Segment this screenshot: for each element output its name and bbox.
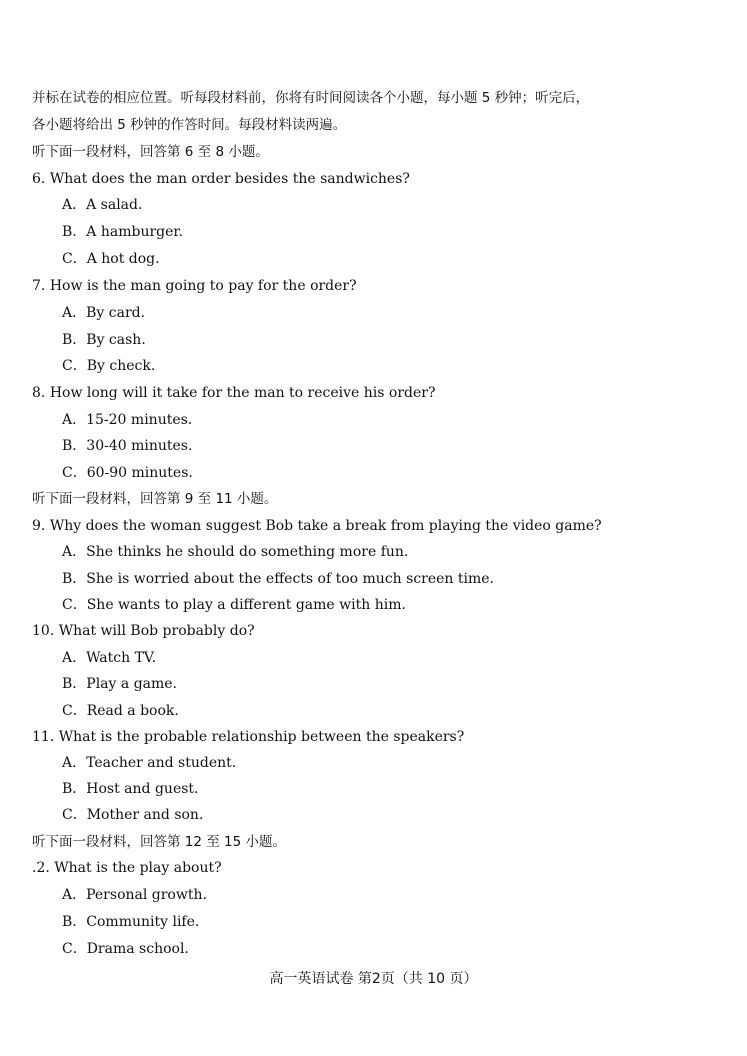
question-text: What does the man order besides the sandwiches? (49, 171, 410, 187)
option: B．A hamburger. (62, 224, 184, 240)
option: A．Teacher and student. (62, 755, 237, 771)
question-10 (32, 622, 255, 640)
question-text: What is the probable relationship between the speakers? (58, 729, 465, 745)
option: C．By check. (62, 358, 156, 374)
option: B．30-40 minutes. (62, 438, 193, 454)
option: A．She thinks he should do something more fun. (62, 544, 409, 560)
question-text: Why does the woman suggest Bob take a break from playing the video game? (49, 518, 602, 534)
question-number: 6. (32, 171, 46, 187)
question-11 (32, 728, 464, 746)
option: C．She wants to play a different game with him. (62, 597, 406, 613)
instruction-line-2: 各小题将给出 5 秒钟的作答时间。每段材料读两遍。 (32, 117, 347, 133)
question-8 (32, 384, 435, 402)
question-text: How long will it take for the man to receive his order? (49, 385, 436, 401)
question-text: What is the play about? (54, 860, 222, 876)
question-number: 9. (32, 518, 46, 534)
section-intro: 听下面一段材料，回答第 12 至 15 小题。 (32, 834, 287, 850)
question-9 (32, 517, 602, 535)
question-number: 10. (32, 623, 55, 639)
option: B．By cash. (62, 332, 146, 348)
question-7 (32, 277, 357, 295)
question-12 (32, 859, 222, 877)
option: A．Watch TV. (62, 650, 157, 666)
option: A．By card. (62, 305, 146, 321)
option: B．Community life. (62, 914, 200, 930)
question-number: 8. (32, 385, 46, 401)
option: A．A salad. (62, 197, 143, 213)
option: C．Mother and son. (62, 807, 204, 823)
section-intro: 听下面一段材料，回答第 9 至 11 小题。 (32, 491, 278, 507)
option: C．60-90 minutes. (62, 465, 193, 481)
option: C．Drama school. (62, 941, 189, 957)
question-number: .2. (32, 860, 50, 876)
question-text: What will Bob probably do? (58, 623, 255, 639)
question-number: 7. (32, 278, 46, 294)
instruction-line-1: 并标在试卷的相应位置。听每段材料前，你将有时间阅读各个小题，每小题 5 秒钟；听完后， (32, 90, 590, 106)
option: B．Host and guest. (62, 781, 199, 797)
option: B．She is worried about the effects of too much screen time. (62, 571, 495, 587)
section-intro: 听下面一段材料，回答第 6 至 8 小题。 (32, 144, 269, 160)
option: C．A hot dog. (62, 251, 160, 267)
question-6 (32, 170, 410, 188)
page-footer: 高一英语试卷 第2页（共 10 页） (269, 971, 478, 987)
question-number: 11. (32, 729, 55, 745)
option: C．Read a book. (62, 703, 179, 719)
option: A．Personal growth. (62, 887, 207, 903)
option: A．15-20 minutes. (62, 412, 193, 428)
question-text: How is the man going to pay for the order? (49, 278, 357, 294)
option: B．Play a game. (62, 676, 178, 692)
